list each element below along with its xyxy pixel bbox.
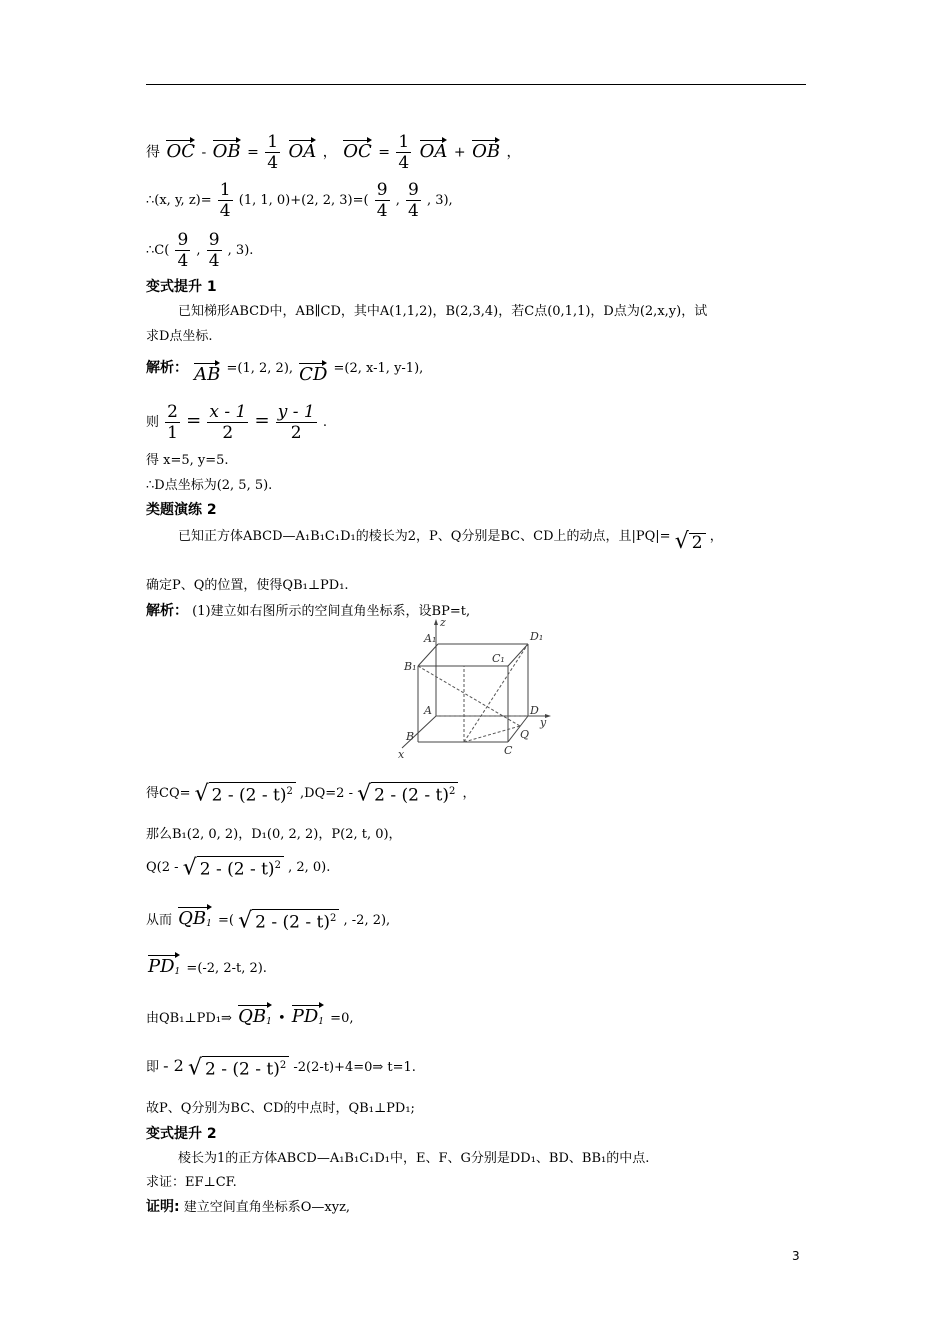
vector-QB1: $QB_1$	[178, 904, 212, 933]
proof-text: 建立空间直角坐标系O—xyz,	[183, 1200, 351, 1215]
problem-2-statement: 已知正方体ABCD—A₁B₁C₁D₁的棱长为2，P、Q分别是BC、CD上的动点，且|PQ|=	[178, 529, 671, 544]
vector-qb1-line	[146, 904, 390, 933]
fraction-1-4-b: $\frac{1}{4}$	[398, 132, 410, 173]
vector-AB: AB	[194, 360, 220, 384]
label-A: A	[424, 704, 432, 717]
comma: ,	[196, 243, 201, 258]
q-line	[146, 856, 330, 879]
text-end: , 3),	[426, 193, 453, 208]
vector-OC: OC	[166, 137, 195, 161]
dot-operator: •	[277, 1011, 286, 1026]
period: .	[322, 415, 327, 430]
label-B1: B₁	[404, 660, 417, 673]
fraction-9-4-c: $\frac{9}{4}$	[177, 230, 189, 271]
problem-3-text: 棱长为1的正方体ABCD—A₁B₁C₁D₁中，E、F、G分别是DD₁、BD、BB₁的中点.	[178, 1151, 650, 1166]
label-x: x	[398, 748, 405, 760]
vector-QB1-2: $QB_1$	[238, 1002, 272, 1031]
cq-line	[146, 782, 476, 805]
equals-sign: =	[247, 144, 259, 161]
fraction-9-4-d: $\frac{9}{4}$	[208, 230, 220, 271]
vector-CD: CD	[299, 360, 327, 384]
vector-PD1: $PD_1$	[148, 952, 180, 981]
comma-end: ，	[506, 144, 521, 161]
derivation-line-1	[146, 132, 521, 173]
dot-product-line	[146, 1002, 353, 1031]
proof-goal: 求证：EF⊥CF.	[146, 1175, 237, 1190]
label-D1: D₁	[530, 630, 544, 643]
text-end: , 3).	[227, 243, 254, 258]
text-q: Q(2	[146, 859, 171, 875]
solution-2-text: (1)建立如右图所示的空间直角坐标系，设BP=t,	[192, 604, 471, 619]
sqrt-expression: √ 2 - (2 - t)$^2$	[195, 782, 296, 805]
solution-1-line	[146, 352, 424, 385]
page-number: 3	[792, 1249, 800, 1263]
text-end: , -2, 2),	[343, 913, 391, 928]
minus-sign: -	[174, 859, 179, 875]
equation-rest: -2(2-t)+4=0⇒ t=1.	[293, 1059, 416, 1075]
text-de: 得	[146, 144, 160, 161]
derivation-line-2	[146, 180, 453, 221]
label-z: z	[440, 616, 446, 629]
label-B: B	[406, 730, 415, 743]
coefficient: - 2	[163, 1055, 184, 1075]
vector-OA: OA	[289, 137, 317, 161]
derivation-line-3	[146, 230, 253, 271]
equation-line	[146, 1056, 416, 1079]
problem-1-text: 已知梯形ABCD中，AB∥CD，其中A(1,1,2)，B(2,3,4)，若C点(0,1,1)，D点为(2,x,y)，试	[178, 304, 708, 319]
result-xy: 得 x=5, y=5.	[146, 453, 229, 468]
fraction-2-1: $\frac{2}{1}$	[167, 402, 178, 443]
vector-pd1-value: =(-2, 2-t, 2).	[186, 961, 267, 976]
problem-2-text-b: 确定P、Q的位置，使得QB₁⊥PD₁.	[146, 578, 349, 593]
vector-OB-2: OB	[472, 137, 500, 161]
ratio-equation	[146, 402, 327, 443]
text-q-end: , 2, 0).	[288, 859, 331, 875]
conclusion-line: 故P、Q分别为BC、CD的中点时，QB₁⊥PD₁;	[146, 1101, 415, 1116]
proof-line	[146, 1198, 350, 1217]
problem-2-text	[178, 528, 723, 552]
problem-1-text-b: 求D点坐标.	[146, 329, 213, 344]
text-ji: 即	[146, 1059, 160, 1075]
equals-sign: =	[186, 410, 202, 431]
minus-sign: -	[201, 144, 207, 161]
sqrt-expression: √ 2 - (2 - t)$^2$	[188, 1056, 289, 1079]
label-Q: Q	[520, 728, 530, 741]
fraction-9-4: $\frac{9}{4}$	[376, 180, 388, 221]
vector-pd1-line	[146, 952, 267, 981]
sqrt-expression: √ 2 - (2 - t)$^2$	[238, 909, 339, 932]
sqrt-2: √ 2	[675, 533, 706, 552]
solution-label: 解析：	[146, 603, 188, 619]
label-A1: A₁	[424, 632, 437, 645]
heading-practice-2: 类题演练 2	[146, 502, 217, 518]
text-ze: 则	[146, 415, 160, 430]
fraction-9-4-b: $\frac{9}{4}$	[407, 180, 419, 221]
cube-figure	[396, 616, 556, 760]
plus-sign: +	[453, 144, 466, 161]
fraction-y1-2: $\frac{y - 1}{2}$	[277, 402, 315, 443]
label-C: C	[504, 744, 513, 757]
sqrt-expression-2: √ 2 - (2 - t)$^2$	[357, 782, 458, 805]
vector-OB: OB	[213, 137, 241, 161]
fraction-1-4-c: $\frac{1}{4}$	[219, 180, 231, 221]
fraction-1-4: $\frac{1}{4}$	[267, 132, 279, 173]
comma: ,	[395, 193, 400, 208]
text-you: 由QB₁⊥PD₁⇒	[146, 1011, 232, 1026]
text-eq: =(	[218, 913, 234, 928]
vector-OC-2: OC	[343, 137, 372, 161]
heading-variant-2: 变式提升 2	[146, 1126, 217, 1142]
text-cong: 从而	[146, 913, 173, 928]
proof-label: 证明:	[146, 1199, 180, 1215]
vector-OA-2: OA	[420, 137, 448, 161]
text-coords: (1, 1, 0)+(2, 2, 3)=(	[238, 193, 369, 208]
equals-sign-2: =	[254, 410, 270, 431]
heading-variant-1: 变式提升 1	[146, 279, 217, 295]
text-dq: ,DQ=2	[300, 785, 345, 801]
result-D: ∴D点坐标为(2, 5, 5).	[146, 478, 273, 493]
header-rule	[146, 84, 806, 85]
vector-AB-value: =(1, 2, 2),	[226, 361, 294, 376]
text-therefore-xyz: ∴(x, y, z)=	[146, 193, 212, 208]
label-C1: C₁	[492, 652, 505, 665]
equals-sign-2: =	[378, 144, 390, 161]
text-eq-zero: =0,	[330, 1011, 354, 1026]
comma: ，	[709, 529, 723, 544]
fraction-x1-2: $\frac{x - 1}{2}$	[209, 402, 247, 443]
text-cq: 得CQ=	[146, 785, 191, 801]
solution-label: 解析：	[146, 360, 188, 376]
comma: ，	[322, 144, 337, 161]
sqrt-expression: √ 2 - (2 - t)$^2$	[183, 856, 284, 879]
label-y: y	[540, 716, 547, 729]
comma: ，	[462, 785, 476, 801]
coords-line: 那么B₁(2, 0, 2)，D₁(0, 2, 2)，P(2, t, 0)，	[146, 827, 402, 842]
label-D: D	[530, 704, 539, 717]
text-therefore-C: ∴C(	[146, 243, 170, 258]
minus-sign: -	[348, 785, 353, 801]
vector-CD-value: =(2, x-1, y-1),	[333, 361, 424, 376]
vector-PD1-2: $PD_1$	[292, 1002, 324, 1031]
